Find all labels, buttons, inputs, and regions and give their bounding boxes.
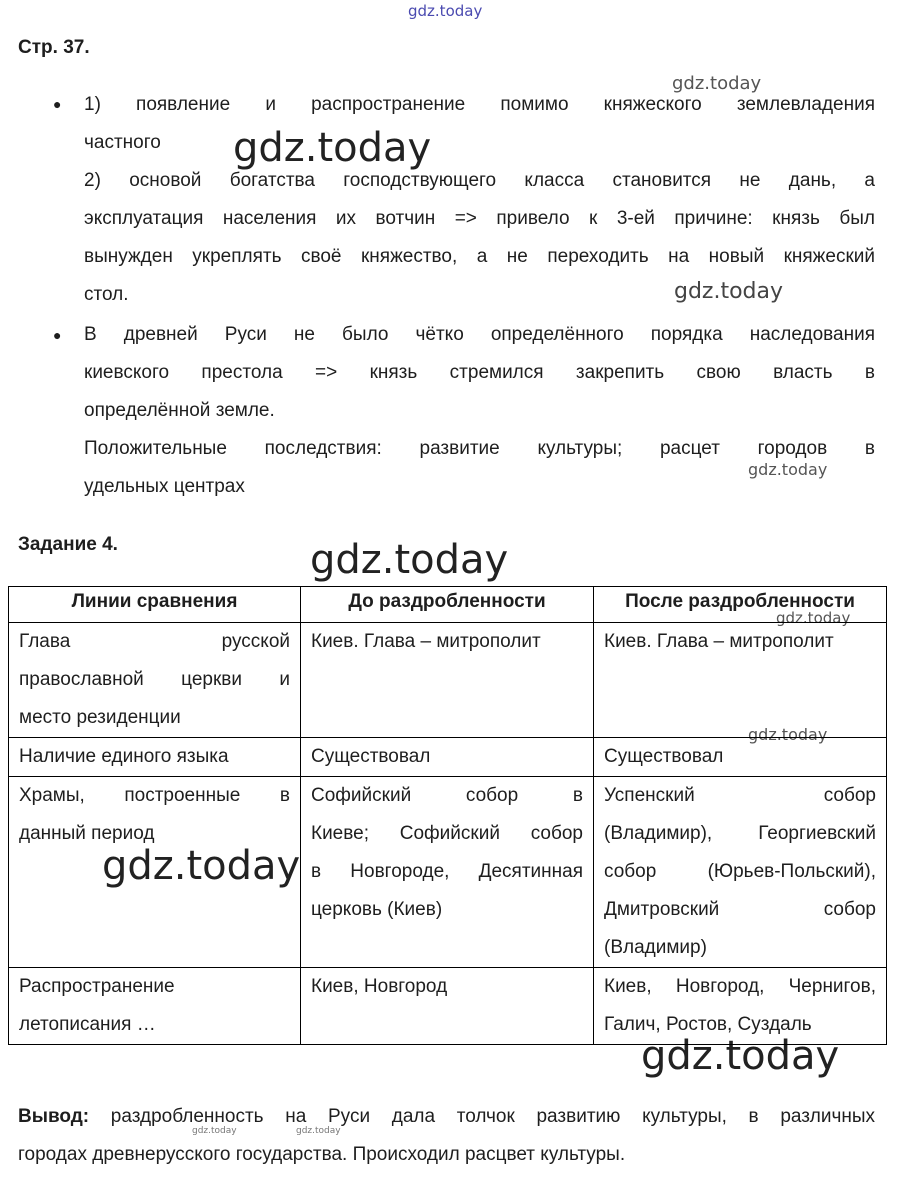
table-cell [9, 623, 301, 738]
table-row [9, 623, 887, 738]
comparison-table [8, 586, 887, 1045]
cell-line: Киеве; Софийский собор [311, 823, 583, 844]
cell-line: летописания … [19, 1014, 156, 1035]
cell-line: Дмитровский собор [604, 899, 876, 920]
watermark: gdz.today [102, 843, 301, 889]
bullet-icon: ● [53, 96, 62, 112]
cell-line: Храмы, построенные в [19, 785, 290, 806]
table-cell [594, 968, 887, 1045]
watermark: gdz.today [748, 725, 828, 744]
text-line: удельных центрах [84, 476, 245, 497]
cell-line: Распространение [19, 976, 175, 997]
text-line: стол. [84, 284, 129, 305]
cell-line: Киев, Новгород [311, 976, 448, 997]
cell-line: (Владимир), Георгиевский [604, 823, 876, 844]
table-cell [594, 777, 887, 968]
cell-line: Успенский собор [604, 785, 876, 806]
watermark: gdz.today [296, 1126, 341, 1136]
text-line: частного [84, 132, 161, 153]
conclusion-text: раздробленность на Руси дала толчок развитию культуры, в различных [89, 1106, 875, 1127]
cell-line: Киев, Новгород, Чернигов, [604, 976, 876, 997]
header-cell: После раздробленности [594, 587, 887, 623]
header-cell: Линии сравнения [9, 587, 301, 623]
text-line: киевского престола => князь стремился закрепить свою власть в [84, 362, 875, 383]
cell-line: Глава русской [19, 631, 290, 652]
table-cell [9, 777, 301, 968]
table-cell [301, 777, 594, 968]
cell-line: Киев. Глава – митрополит [604, 631, 834, 652]
watermark: gdz.today [233, 125, 432, 171]
cell-line: Софийский собор в [311, 785, 583, 806]
cell-line: (Владимир) [604, 937, 707, 958]
bullet-icon: ● [53, 327, 62, 343]
table-cell [9, 738, 301, 777]
table-header-row [9, 587, 887, 623]
page-reference: Стр. 37. [18, 37, 90, 58]
watermark: gdz.today [748, 460, 828, 479]
text-line: определённой земле. [84, 400, 275, 421]
cell-line: Киев. Глава – митрополит [311, 631, 541, 652]
text-line: Положительные последствия: развитие культуры; расцет городов в [84, 438, 875, 459]
table-cell [9, 968, 301, 1045]
table-cell [301, 738, 594, 777]
header-cell: До раздробленности [301, 587, 594, 623]
conclusion-paragraph [18, 1098, 875, 1174]
text-line: городах древнерусского государства. Происходил расцвет культуры. [18, 1144, 626, 1165]
watermark: gdz.today [310, 537, 509, 583]
cell-line: Галич, Ростов, Суздаль [604, 1014, 812, 1035]
text-line: В древней Руси не было чётко определённого порядка наследования [84, 324, 875, 345]
watermark: gdz.today [672, 73, 762, 94]
text-line: 1) появление и распространение помимо княжеского землевладения [84, 94, 875, 115]
table-cell [594, 738, 887, 777]
watermark: gdz.today [408, 2, 483, 20]
table-row [9, 777, 887, 968]
text-line: эксплуатация населения их вотчин => привело к 3-ей причине: князь был [84, 208, 875, 229]
cell-line: данный период [19, 823, 155, 844]
table-cell [301, 968, 594, 1045]
watermark: gdz.today [674, 279, 784, 304]
table-cell [594, 623, 887, 738]
text-line: вынужден укреплять своё княжество, а не переходить на новый княжеский [84, 246, 875, 267]
bullet-paragraph-1 [84, 86, 875, 314]
cell-line: Существовал [311, 746, 431, 767]
table-row [9, 968, 887, 1045]
table-cell [301, 623, 594, 738]
text-line [18, 1098, 875, 1136]
watermark: gdz.today [192, 1126, 237, 1136]
cell-line: церковь (Киев) [311, 899, 443, 920]
cell-line: Наличие единого языка [19, 746, 229, 767]
bullet-paragraph-2 [84, 316, 875, 506]
cell-line: Существовал [604, 746, 724, 767]
cell-line: место резиденции [19, 707, 181, 728]
watermark: gdz.today [641, 1033, 840, 1079]
cell-line: православной церкви и [19, 669, 290, 690]
task-title: Задание 4. [18, 534, 118, 555]
watermark: gdz.today [776, 609, 851, 627]
cell-line: в Новгороде, Десятинная [311, 861, 583, 882]
cell-line: собор (Юрьев-Польский), [604, 861, 876, 882]
conclusion-label: Вывод: [18, 1106, 90, 1127]
table-row [9, 738, 887, 777]
text-line: 2) основой богатства господствующего класса становится не дань, а [84, 170, 875, 191]
